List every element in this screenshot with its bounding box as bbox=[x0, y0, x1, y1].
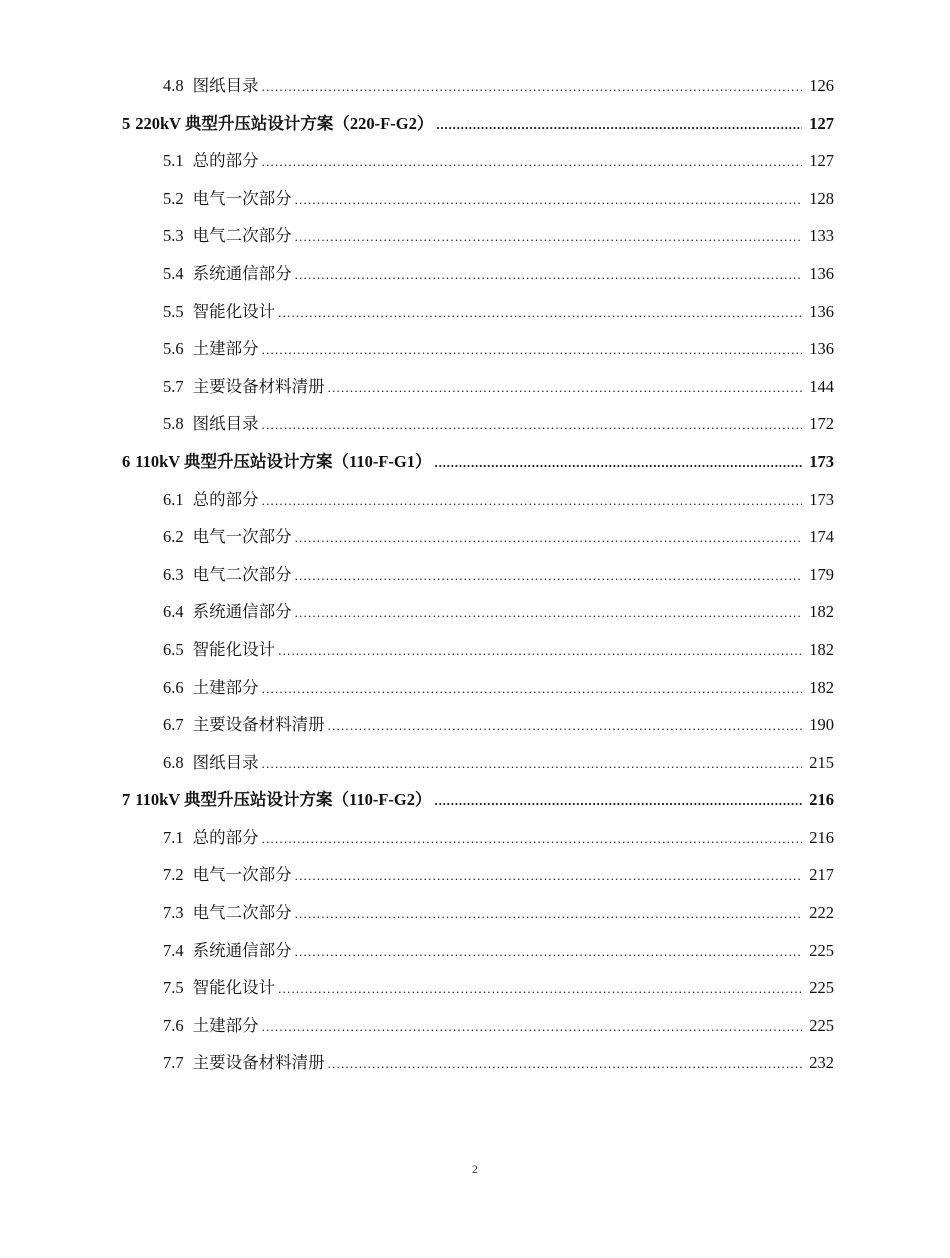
toc-entry-number: 7.7 bbox=[163, 1053, 184, 1073]
toc-section-entry[interactable] bbox=[122, 523, 834, 561]
toc-entry-number: 6.2 bbox=[163, 527, 184, 547]
toc-entry-title: 110kV 典型升压站设计方案（110-F-G2） bbox=[135, 790, 432, 810]
toc-entry-page: 225 bbox=[809, 1015, 834, 1035]
toc-section-entry[interactable] bbox=[122, 674, 834, 712]
dot-leader bbox=[295, 229, 802, 245]
toc-entry-number: 6.6 bbox=[163, 677, 184, 697]
toc-section-entry[interactable] bbox=[122, 373, 834, 411]
toc-entry-number: 5.6 bbox=[163, 339, 184, 359]
toc-entry-title: 总的部分 bbox=[192, 151, 259, 171]
toc-entry-number: 6.3 bbox=[163, 564, 184, 584]
toc-entry-page: 127 bbox=[809, 113, 834, 133]
toc-entry-number: 5.4 bbox=[163, 263, 184, 283]
toc-entry-number: 5.1 bbox=[163, 151, 184, 171]
toc-entry-title: 电气二次部分 bbox=[192, 564, 292, 584]
toc-entry-number: 5.2 bbox=[163, 188, 184, 208]
toc-entry-number: 5.5 bbox=[163, 301, 184, 321]
toc-entry-title: 总的部分 bbox=[192, 827, 259, 847]
toc-entry-number: 6.4 bbox=[163, 602, 184, 622]
dot-leader bbox=[262, 342, 802, 358]
toc-entry-page: 182 bbox=[809, 602, 834, 622]
toc-entry-number: 6.8 bbox=[163, 752, 184, 772]
toc-entry-page: 182 bbox=[809, 677, 834, 697]
dot-leader bbox=[262, 417, 802, 433]
dot-leader bbox=[436, 117, 802, 133]
dot-leader bbox=[295, 192, 802, 208]
toc-section-entry[interactable] bbox=[122, 937, 834, 975]
toc-entry-title: 土建部分 bbox=[192, 677, 259, 697]
dot-leader bbox=[295, 944, 802, 960]
toc-section-entry[interactable] bbox=[122, 185, 834, 223]
dot-leader bbox=[295, 267, 802, 283]
toc-entry-page: 126 bbox=[809, 76, 834, 95]
dot-leader bbox=[435, 793, 802, 809]
toc-entry-title: 110kV 典型升压站设计方案（110-F-G1） bbox=[135, 451, 432, 471]
toc-entry-page: 217 bbox=[809, 865, 834, 885]
toc-entry-title: 图纸目录 bbox=[192, 76, 259, 95]
toc-section-entry[interactable] bbox=[122, 1012, 834, 1050]
toc-section-entry[interactable] bbox=[122, 410, 834, 448]
toc-entry-page: 215 bbox=[809, 752, 834, 772]
toc-entry-title: 电气二次部分 bbox=[192, 226, 292, 246]
dot-leader bbox=[435, 455, 802, 471]
toc-section-entry[interactable] bbox=[122, 298, 834, 336]
dot-leader bbox=[262, 493, 802, 509]
toc-entry-page: 225 bbox=[809, 940, 834, 960]
dot-leader bbox=[295, 906, 802, 922]
table-of-contents bbox=[122, 72, 834, 1087]
dot-leader bbox=[262, 154, 802, 170]
toc-section-entry[interactable] bbox=[122, 598, 834, 636]
toc-entry-page: 225 bbox=[809, 978, 834, 998]
toc-section-entry[interactable] bbox=[122, 335, 834, 373]
toc-entry-title: 总的部分 bbox=[192, 489, 259, 509]
toc-entry-page: 174 bbox=[809, 527, 834, 547]
toc-entry-title: 主要设备材料清册 bbox=[192, 1053, 325, 1073]
toc-section-entry[interactable] bbox=[122, 222, 834, 260]
toc-section-entry[interactable] bbox=[122, 260, 834, 298]
toc-entry-number: 5.8 bbox=[163, 414, 184, 434]
dot-leader bbox=[278, 643, 802, 659]
toc-entry-title: 系统通信部分 bbox=[192, 602, 292, 622]
page-number: 2 bbox=[472, 1162, 478, 1176]
toc-section-entry[interactable] bbox=[122, 974, 834, 1012]
toc-entry-page: 173 bbox=[809, 451, 834, 471]
toc-entry-number: 7.1 bbox=[163, 827, 184, 847]
toc-entry-number: 6.7 bbox=[163, 715, 184, 735]
toc-entry-number: 7.5 bbox=[163, 978, 184, 998]
toc-entry-title: 土建部分 bbox=[192, 339, 259, 359]
dot-leader bbox=[262, 79, 802, 95]
toc-entry-title: 220kV 典型升压站设计方案（220-F-G2） bbox=[135, 113, 434, 133]
toc-entry-number: 6.5 bbox=[163, 639, 184, 659]
toc-section-entry[interactable] bbox=[122, 486, 834, 524]
toc-entry-page: 128 bbox=[809, 188, 834, 208]
toc-entry-page: 216 bbox=[809, 827, 834, 847]
toc-section-entry[interactable] bbox=[122, 561, 834, 599]
toc-section-entry[interactable] bbox=[122, 1049, 834, 1087]
dot-leader bbox=[278, 305, 802, 321]
dot-leader bbox=[328, 380, 802, 396]
dot-leader bbox=[295, 530, 802, 546]
toc-section-entry[interactable] bbox=[122, 711, 834, 749]
dot-leader bbox=[262, 756, 802, 772]
toc-entry-number: 7.3 bbox=[163, 903, 184, 923]
toc-entry-number: 7.4 bbox=[163, 940, 184, 960]
toc-entry-title: 电气一次部分 bbox=[192, 865, 292, 885]
toc-entry-title: 电气二次部分 bbox=[192, 903, 292, 923]
toc-chapter-entry[interactable] bbox=[122, 786, 834, 824]
toc-entry-number: 6.1 bbox=[163, 489, 184, 509]
toc-section-entry[interactable] bbox=[122, 824, 834, 862]
toc-entry-title: 图纸目录 bbox=[192, 752, 259, 772]
toc-entry-title: 图纸目录 bbox=[192, 414, 259, 434]
toc-entry-page: 136 bbox=[809, 339, 834, 359]
toc-section-entry[interactable] bbox=[122, 147, 834, 185]
toc-entry-page: 222 bbox=[809, 903, 834, 923]
toc-entry-page: 144 bbox=[809, 376, 834, 396]
toc-chapter-entry[interactable] bbox=[122, 448, 834, 486]
toc-entry-number: 7.2 bbox=[163, 865, 184, 885]
toc-entry-number: 5 bbox=[122, 113, 131, 133]
dot-leader bbox=[295, 868, 802, 884]
toc-entry-title: 电气一次部分 bbox=[192, 527, 292, 547]
toc-section-entry[interactable] bbox=[122, 749, 834, 787]
toc-entry-title: 智能化设计 bbox=[192, 978, 276, 998]
toc-entry-title: 智能化设计 bbox=[192, 639, 276, 659]
toc-section-entry[interactable] bbox=[122, 636, 834, 674]
dot-leader bbox=[262, 831, 802, 847]
toc-entry-page: 190 bbox=[809, 715, 834, 735]
toc-chapter-entry[interactable] bbox=[122, 110, 834, 148]
toc-entry-page: 216 bbox=[809, 790, 834, 810]
toc-entry-title: 系统通信部分 bbox=[192, 940, 292, 960]
dot-leader bbox=[295, 605, 802, 621]
toc-entry-number: 5.3 bbox=[163, 226, 184, 246]
dot-leader bbox=[262, 1019, 802, 1035]
toc-entry-page: 182 bbox=[809, 639, 834, 659]
toc-entry-page: 179 bbox=[809, 564, 834, 584]
toc-entry-page: 232 bbox=[809, 1053, 834, 1073]
dot-leader bbox=[278, 981, 802, 997]
toc-entry-number: 7 bbox=[122, 790, 131, 810]
dot-leader bbox=[328, 1056, 802, 1072]
toc-entry-number: 7.6 bbox=[163, 1015, 184, 1035]
toc-entry-title: 主要设备材料清册 bbox=[192, 715, 325, 735]
toc-entry-number: 4.8 bbox=[163, 76, 184, 95]
toc-entry-number: 6 bbox=[122, 451, 131, 471]
toc-entry-page: 172 bbox=[809, 414, 834, 434]
toc-entry-title: 系统通信部分 bbox=[192, 263, 292, 283]
dot-leader bbox=[328, 718, 802, 734]
toc-section-entry[interactable] bbox=[122, 899, 834, 937]
dot-leader bbox=[295, 568, 802, 584]
toc-section-entry[interactable] bbox=[122, 861, 834, 899]
toc-entry-title: 土建部分 bbox=[192, 1015, 259, 1035]
toc-section-entry[interactable] bbox=[122, 72, 834, 110]
toc-entry-number: 5.7 bbox=[163, 376, 184, 396]
toc-entry-title: 主要设备材料清册 bbox=[192, 376, 325, 396]
toc-entry-page: 136 bbox=[809, 263, 834, 283]
dot-leader bbox=[262, 681, 802, 697]
toc-entry-title: 智能化设计 bbox=[192, 301, 276, 321]
toc-entry-page: 136 bbox=[809, 301, 834, 321]
toc-entry-page: 173 bbox=[809, 489, 834, 509]
toc-entry-page: 133 bbox=[809, 226, 834, 246]
toc-entry-page: 127 bbox=[809, 151, 834, 171]
toc-entry-title: 电气一次部分 bbox=[192, 188, 292, 208]
